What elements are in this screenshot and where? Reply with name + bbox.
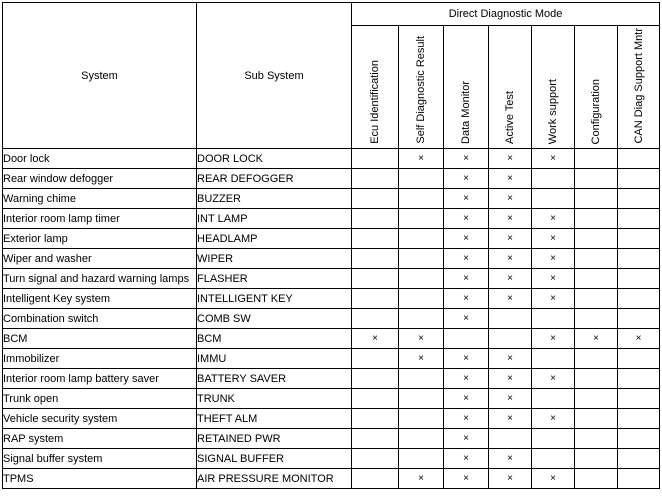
mark-x: × xyxy=(507,233,513,244)
mark-x: × xyxy=(550,153,556,164)
mode-cell xyxy=(618,289,660,309)
mode-cell xyxy=(618,389,660,409)
sub-system-cell: THEFT ALM xyxy=(197,409,352,429)
mode-cell xyxy=(399,369,444,389)
mode-cell xyxy=(532,409,575,429)
mode-cell xyxy=(575,149,618,169)
mode-cell xyxy=(618,249,660,269)
header-mode-label: Active Test xyxy=(504,91,516,144)
mode-cell xyxy=(532,169,575,189)
system-cell: Combination switch xyxy=(3,309,197,329)
sub-system-cell: TRUNK xyxy=(197,389,352,409)
mark-x: × xyxy=(463,373,469,384)
mark-x: × xyxy=(418,333,424,344)
sub-system-cell: FLASHER xyxy=(197,269,352,289)
mark-x: × xyxy=(635,333,642,344)
mode-cell xyxy=(575,249,618,269)
mark-x: × xyxy=(550,273,556,284)
header-mode-label: Work support xyxy=(547,78,559,144)
mark-x: × xyxy=(507,473,513,484)
sub-system-cell: COMB SW xyxy=(197,309,352,329)
header-mode-label: Configuration xyxy=(590,78,602,144)
mode-cell xyxy=(489,169,532,189)
sub-system-cell: INTELLIGENT KEY xyxy=(197,289,352,309)
system-cell: Wiper and washer xyxy=(3,249,197,269)
mark-x: × xyxy=(372,333,378,344)
table-row xyxy=(3,189,660,209)
mode-cell xyxy=(444,229,489,249)
mode-cell xyxy=(532,149,575,169)
mode-cell xyxy=(444,409,489,429)
mode-cell xyxy=(444,189,489,209)
mark-x: × xyxy=(463,313,469,324)
mode-cell xyxy=(575,449,618,469)
mode-cell xyxy=(618,209,660,229)
mark-x: × xyxy=(593,333,599,344)
header-mode xyxy=(399,26,444,149)
mode-cell xyxy=(618,169,660,189)
system-cell: Signal buffer system xyxy=(3,449,197,469)
mode-cell xyxy=(399,209,444,229)
mode-cell xyxy=(532,289,575,309)
mark-x: × xyxy=(463,393,469,404)
mode-cell xyxy=(399,249,444,269)
mode-cell xyxy=(575,349,618,369)
mode-cell xyxy=(444,429,489,449)
mark-x: × xyxy=(550,373,556,384)
header-mode xyxy=(352,26,399,149)
header-mode xyxy=(575,26,618,149)
mark-x: × xyxy=(463,433,469,444)
mode-cell xyxy=(618,409,660,429)
mark-x: × xyxy=(507,293,513,304)
header-system: System xyxy=(3,3,197,149)
header-direct-diagnostic-mode: Direct Diagnostic Mode xyxy=(352,3,660,26)
mark-x: × xyxy=(463,353,469,364)
mode-cell xyxy=(532,329,575,349)
mode-cell xyxy=(532,429,575,449)
mode-cell xyxy=(352,429,399,449)
table-row xyxy=(3,329,660,349)
mode-cell xyxy=(399,309,444,329)
mode-cell xyxy=(444,389,489,409)
mark-x: × xyxy=(507,273,513,284)
mode-cell xyxy=(352,469,399,489)
mode-cell xyxy=(532,269,575,289)
mark-x: × xyxy=(463,453,469,464)
mode-cell xyxy=(618,149,660,169)
sub-system-cell: BCM xyxy=(197,329,352,349)
sub-system-cell: WIPER xyxy=(197,249,352,269)
mode-cell xyxy=(444,329,489,349)
mode-cell xyxy=(618,189,660,209)
system-cell: Turn signal and hazard warning lamps xyxy=(3,269,197,289)
mode-cell xyxy=(575,369,618,389)
system-cell: Door lock xyxy=(3,149,197,169)
system-cell: Vehicle security system xyxy=(3,409,197,429)
table-row xyxy=(3,469,660,489)
mark-x: × xyxy=(418,473,424,484)
mode-cell xyxy=(352,149,399,169)
sub-system-cell: AIR PRESSURE MONITOR xyxy=(197,469,352,489)
mode-cell xyxy=(575,429,618,449)
sub-system-cell: INT LAMP xyxy=(197,209,352,229)
mark-x: × xyxy=(463,233,469,244)
table-row xyxy=(3,449,660,469)
mode-cell xyxy=(489,249,532,269)
mode-cell xyxy=(399,409,444,429)
mark-x: × xyxy=(463,473,469,484)
sub-system-cell: BATTERY SAVER xyxy=(197,369,352,389)
mode-cell xyxy=(575,329,618,349)
mode-cell xyxy=(352,349,399,369)
mode-cell xyxy=(489,389,532,409)
mark-x: × xyxy=(550,293,556,304)
table-row xyxy=(3,409,660,429)
header-mode-label: Data Monitor xyxy=(460,81,472,144)
mode-cell xyxy=(532,189,575,209)
mode-cell xyxy=(575,289,618,309)
mode-cell xyxy=(444,209,489,229)
mode-cell xyxy=(352,409,399,429)
mode-cell xyxy=(575,469,618,489)
sub-system-cell: DOOR LOCK xyxy=(197,149,352,169)
mode-cell xyxy=(444,169,489,189)
mode-cell xyxy=(489,369,532,389)
mode-cell xyxy=(532,349,575,369)
table-row xyxy=(3,249,660,269)
mode-cell xyxy=(399,349,444,369)
header-sub-system: Sub System xyxy=(197,3,352,149)
mark-x: × xyxy=(550,333,556,344)
mode-cell xyxy=(399,329,444,349)
mode-cell xyxy=(618,429,660,449)
system-cell: Interior room lamp battery saver xyxy=(3,369,197,389)
mode-cell xyxy=(444,309,489,329)
header-mode xyxy=(489,26,532,149)
mode-cell xyxy=(532,389,575,409)
table-row xyxy=(3,309,660,329)
table-row xyxy=(3,349,660,369)
mode-cell xyxy=(352,249,399,269)
mode-cell xyxy=(575,409,618,429)
mark-x: × xyxy=(418,353,424,364)
table-row xyxy=(3,209,660,229)
mode-cell xyxy=(489,409,532,429)
mode-cell xyxy=(444,449,489,469)
system-cell: Interior room lamp timer xyxy=(3,209,197,229)
mode-cell xyxy=(444,469,489,489)
system-cell: Immobilizer xyxy=(3,349,197,369)
mode-cell xyxy=(399,289,444,309)
mode-cell xyxy=(489,189,532,209)
mode-cell xyxy=(352,389,399,409)
mode-cell xyxy=(352,189,399,209)
mark-x: × xyxy=(507,393,513,404)
mark-x: × xyxy=(463,253,469,264)
mode-cell xyxy=(399,269,444,289)
system-cell: TPMS xyxy=(3,469,197,489)
mark-x: × xyxy=(463,153,469,164)
mode-cell xyxy=(489,289,532,309)
mode-cell xyxy=(575,209,618,229)
mark-x: × xyxy=(463,213,469,224)
diagnostic-mode-table xyxy=(2,2,660,489)
system-cell: Rear window defogger xyxy=(3,169,197,189)
header-mode-label: CAN Diag Support Mntr xyxy=(632,28,645,144)
mode-cell xyxy=(352,269,399,289)
mode-cell xyxy=(575,229,618,249)
mode-cell xyxy=(489,149,532,169)
mark-x: × xyxy=(550,253,556,264)
table-row xyxy=(3,289,660,309)
mode-cell xyxy=(489,209,532,229)
table-row xyxy=(3,369,660,389)
mode-cell xyxy=(575,389,618,409)
mode-cell xyxy=(399,169,444,189)
mode-cell xyxy=(399,389,444,409)
mode-cell xyxy=(444,289,489,309)
mode-cell xyxy=(352,289,399,309)
mode-cell xyxy=(399,449,444,469)
mode-cell xyxy=(352,329,399,349)
mode-cell xyxy=(575,309,618,329)
sub-system-cell: RETAINED PWR xyxy=(197,429,352,449)
mode-cell xyxy=(532,469,575,489)
mark-x: × xyxy=(507,453,513,464)
table-row xyxy=(3,149,660,169)
mode-cell xyxy=(352,209,399,229)
mark-x: × xyxy=(507,353,513,364)
mode-cell xyxy=(399,429,444,449)
sub-system-cell: BUZZER xyxy=(197,189,352,209)
mark-x: × xyxy=(507,173,513,184)
mode-cell xyxy=(352,449,399,469)
mark-x: × xyxy=(463,293,469,304)
mark-x: × xyxy=(550,413,556,424)
mode-cell xyxy=(575,169,618,189)
mark-x: × xyxy=(507,413,513,424)
mode-cell xyxy=(532,449,575,469)
mode-cell xyxy=(575,189,618,209)
mode-cell xyxy=(489,309,532,329)
mode-cell xyxy=(532,369,575,389)
mode-cell xyxy=(489,329,532,349)
table-row xyxy=(3,229,660,249)
header-mode xyxy=(444,26,489,149)
mode-cell xyxy=(618,229,660,249)
mark-x: × xyxy=(463,413,469,424)
mode-cell xyxy=(352,169,399,189)
mode-cell xyxy=(489,469,532,489)
table-row xyxy=(3,269,660,289)
mark-x: × xyxy=(463,193,469,204)
mark-x: × xyxy=(507,373,513,384)
header-mode-label: Ecu Identification xyxy=(369,60,381,144)
sub-system-cell: REAR DEFOGGER xyxy=(197,169,352,189)
mode-cell xyxy=(399,469,444,489)
mark-x: × xyxy=(418,153,424,164)
mode-cell xyxy=(444,149,489,169)
sub-system-cell: HEADLAMP xyxy=(197,229,352,249)
mode-cell xyxy=(532,229,575,249)
mode-cell xyxy=(399,229,444,249)
mode-cell xyxy=(444,249,489,269)
mode-cell xyxy=(444,269,489,289)
mark-x: × xyxy=(463,173,469,184)
mode-cell xyxy=(444,369,489,389)
sub-system-cell: IMMU xyxy=(197,349,352,369)
mode-cell xyxy=(399,149,444,169)
mode-cell xyxy=(352,229,399,249)
mark-x: × xyxy=(550,233,556,244)
mode-cell xyxy=(399,189,444,209)
mode-cell xyxy=(532,209,575,229)
system-cell: Warning chime xyxy=(3,189,197,209)
system-cell: Exterior lamp xyxy=(3,229,197,249)
mode-cell xyxy=(532,309,575,329)
mode-cell xyxy=(618,329,660,349)
mark-x: × xyxy=(507,253,513,264)
mark-x: × xyxy=(507,193,513,204)
mark-x: × xyxy=(507,153,513,164)
mark-x: × xyxy=(550,473,556,484)
mode-cell xyxy=(618,269,660,289)
mode-cell xyxy=(489,349,532,369)
mark-x: × xyxy=(463,273,469,284)
mode-cell xyxy=(618,469,660,489)
header-mode-label: Self Diagnostic Result xyxy=(415,36,427,144)
mode-cell xyxy=(489,269,532,289)
mode-cell xyxy=(618,309,660,329)
mark-x: × xyxy=(550,213,556,224)
header-mode xyxy=(618,26,660,149)
mode-cell xyxy=(489,429,532,449)
mode-cell xyxy=(618,369,660,389)
table-row xyxy=(3,429,660,449)
mode-cell xyxy=(618,449,660,469)
table-row xyxy=(3,169,660,189)
mode-cell xyxy=(532,249,575,269)
system-cell: RAP system xyxy=(3,429,197,449)
mode-cell xyxy=(352,369,399,389)
mode-cell xyxy=(444,349,489,369)
table-row xyxy=(3,389,660,409)
mode-cell xyxy=(575,269,618,289)
mode-cell xyxy=(618,349,660,369)
system-cell: Trunk open xyxy=(3,389,197,409)
sub-system-cell: SIGNAL BUFFER xyxy=(197,449,352,469)
header-mode xyxy=(532,26,575,149)
mode-cell xyxy=(352,309,399,329)
mode-cell xyxy=(489,229,532,249)
system-cell: BCM xyxy=(3,329,197,349)
system-cell: Intelligent Key system xyxy=(3,289,197,309)
mode-cell xyxy=(489,449,532,469)
mark-x: × xyxy=(507,213,513,224)
